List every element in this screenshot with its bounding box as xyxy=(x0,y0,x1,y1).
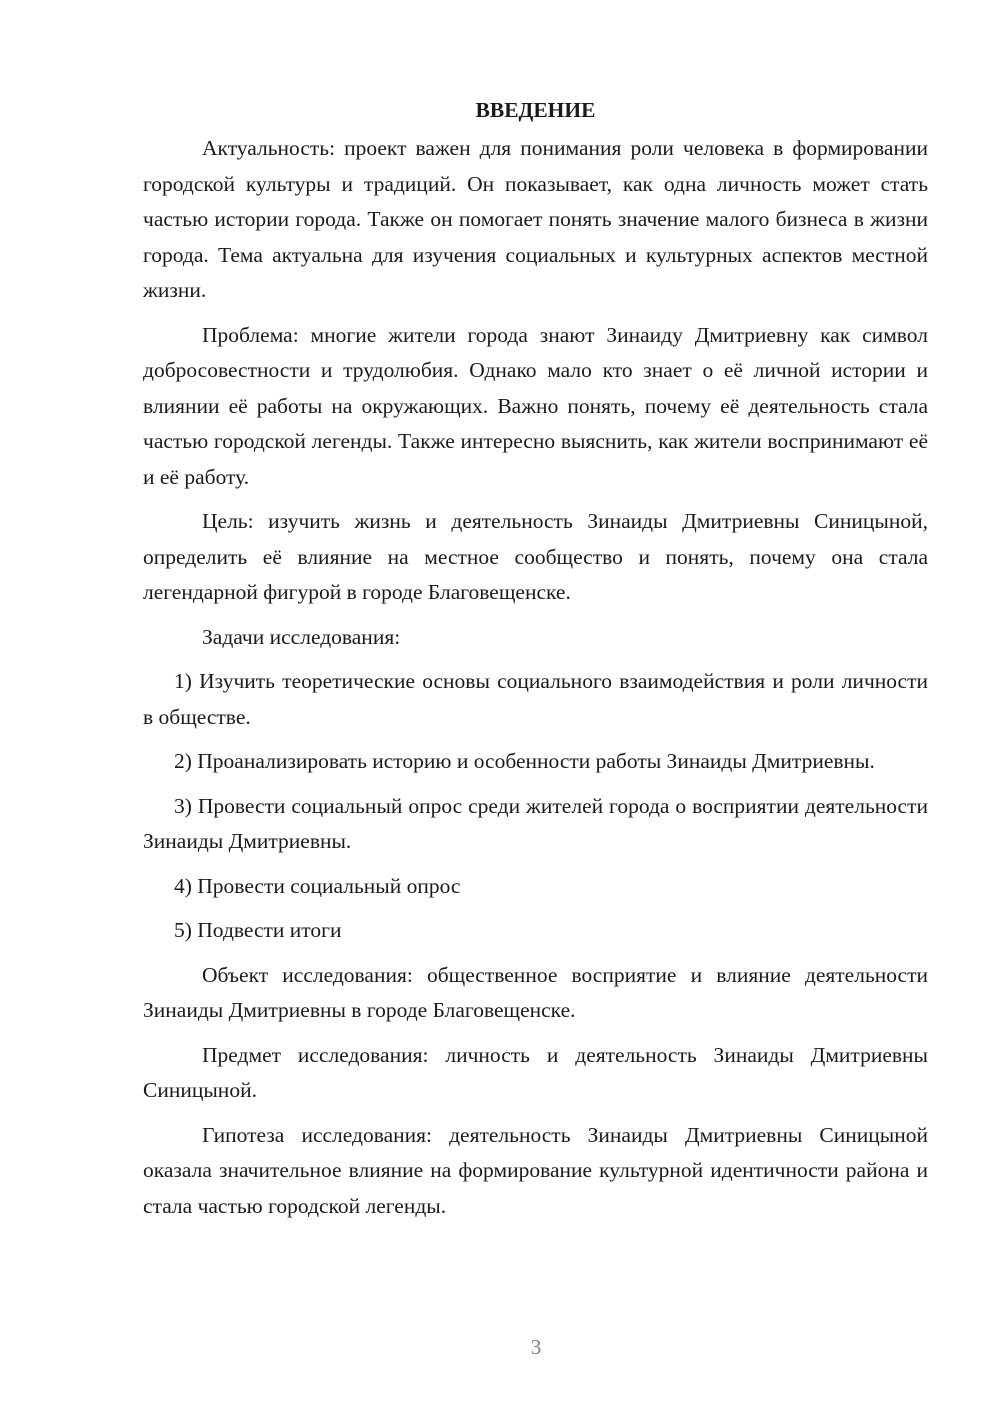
goal-paragraph xyxy=(143,504,928,611)
subject-label: Предмет исследования: xyxy=(202,1042,429,1067)
tasks-heading: Задачи исследования: xyxy=(202,624,401,649)
relevance-label: Актуальность: xyxy=(202,136,336,160)
hypothesis-paragraph xyxy=(143,1118,928,1225)
relevance-paragraph xyxy=(143,131,928,309)
task-item-5: 5) Подвести итоги xyxy=(174,918,342,942)
goal-text: изучить жизнь и деятельность Зинаиды Дмитриевны Синицыной, определить её влияние на местное сообщество и понять, почему она стала легендарной фигурой в городе Благовещенске. xyxy=(143,509,928,604)
problem-label: Проблема: xyxy=(202,322,299,347)
hypothesis-label: Гипотеза исследования: xyxy=(202,1122,432,1147)
object-paragraph xyxy=(143,958,928,1029)
hypothesis-text: деятельность Зинаиды Дмитриевны Синицыной оказала значительное влияние на формирование культурной идентичности района и стала частью городской легенды. xyxy=(143,1122,928,1218)
task-item-2: 2) Проанализировать историю и особенности работы Зинаиды Дмитриевны. xyxy=(174,749,875,773)
goal-label: Цель: xyxy=(202,509,254,533)
task-item-4: 4) Провести социальный опрос xyxy=(174,873,461,898)
problem-paragraph xyxy=(143,318,928,496)
task-item-1: 1) Изучить теоретические основы социального взаимодействия и роли личности в обществе. xyxy=(143,669,928,729)
subject-paragraph xyxy=(143,1038,928,1109)
problem-text: многие жители города знают Зинаиду Дмитриевну как символ добросовестности и трудолюбия. Однако мало кто знает о её личной истории и влиянии её работы на окружающих. Важно понять, почему её деятельность стала частью городской легенды. Также интересно выяснить, как жители воспринимают её и её работу. xyxy=(143,322,928,489)
subject-text: личность и деятельность Зинаиды Дмитриевны Синицыной. xyxy=(143,1042,928,1102)
page-content xyxy=(143,95,928,1233)
task-item-3: 3) Провести социальный опрос среди жителей города о восприятии деятельности Зинаиды Дмитриевны. xyxy=(143,793,928,853)
page-number: 3 xyxy=(530,1335,542,1359)
relevance-text: проект важен для понимания роли человека в формировании городской культуры и традиций. Он показывает, как одна личность может стать частью истории города. Также он помогает понять значение малого бизнеса в жизни города. Тема актуальна для изучения социальных и культурных аспектов местной жизни. xyxy=(143,136,928,302)
object-text: общественное восприятие и влияние деятельности Зинаиды Дмитриевны в городе Благовещенске. xyxy=(143,962,928,1022)
section-title: ВВЕДЕНИЕ xyxy=(475,98,596,122)
object-label: Объект исследования: xyxy=(202,962,413,987)
